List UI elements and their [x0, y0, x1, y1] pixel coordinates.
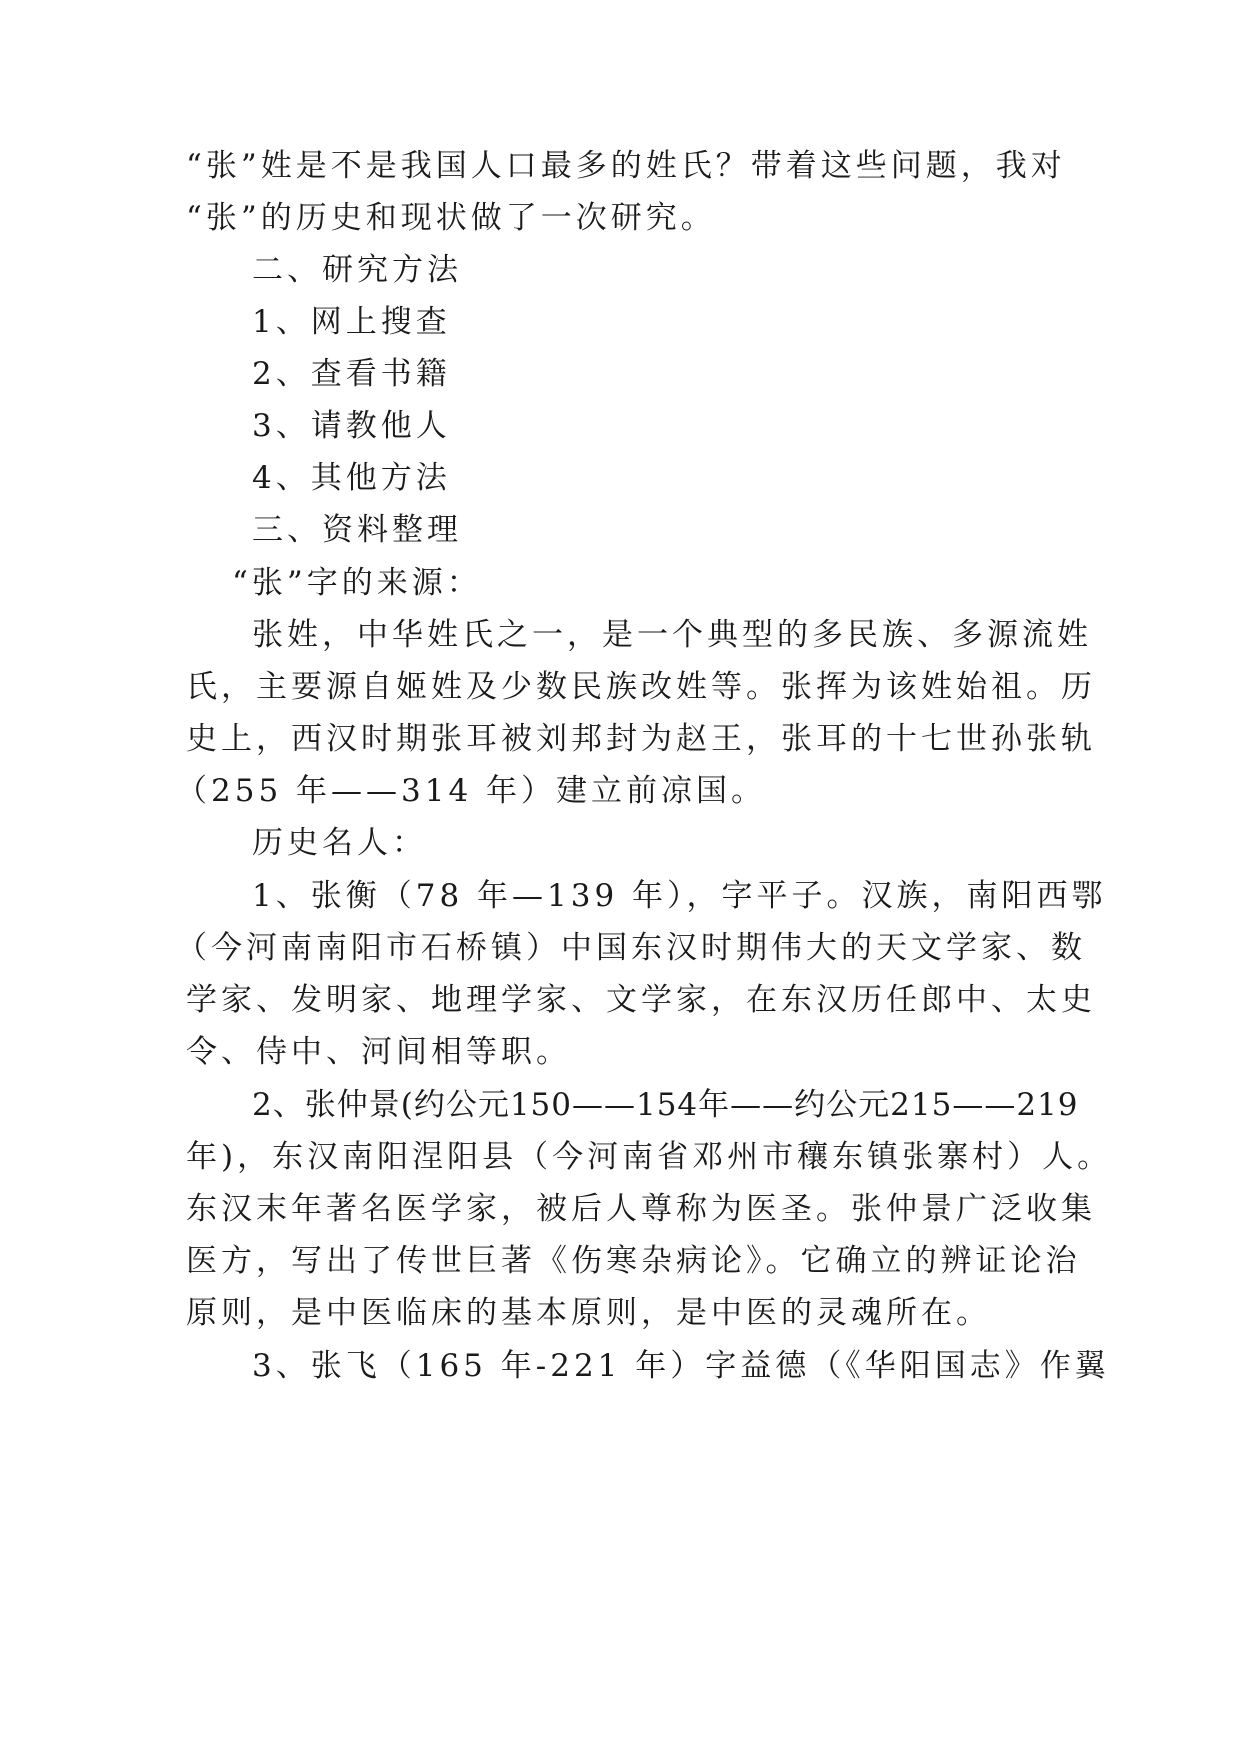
intro-paragraph-line: “张”的历史和现状做了一次研究。 [186, 200, 716, 236]
famous-person-1-line: 令、侍中、河间相等职。 [186, 1034, 571, 1070]
origin-paragraph-line: 史上，西汉时期张耳被刘邦封为赵王，张耳的十七世孙张轨 [186, 721, 1096, 757]
section-heading-data: 三、资料整理 [252, 512, 462, 548]
method-item-3: 3、请教他人 [252, 408, 451, 444]
famous-person-2-line: 原则，是中医临床的基本原则，是中医的灵魂所在。 [186, 1295, 991, 1331]
famous-person-2-line: 东汉末年著名医学家，被后人尊称为医圣。张仲景广泛收集 [186, 1191, 1096, 1227]
origin-paragraph-line: 张姓，中华姓氏之一，是一个典型的多民族、多源流姓 [252, 617, 1092, 653]
method-item-1: 1、网上搜查 [252, 304, 451, 340]
famous-person-2-line: 医方，写出了传世巨著《伤寒杂病论》。它确立的辨证论治 [186, 1243, 1081, 1279]
famous-person-1-line: 1、张衡（78 年—139 年），字平子。汉族，南阳西鄂 [252, 878, 1107, 914]
famous-person-1-line: （今河南南阳市石桥镇）中国东汉时期伟大的天文学家、数 [176, 930, 1086, 966]
method-item-4: 4、其他方法 [252, 460, 451, 496]
section-heading-methods: 二、研究方法 [252, 252, 462, 288]
famous-person-2-line: 2、张仲景(约公元150——154年——约公元215——219 [252, 1087, 1079, 1123]
origin-paragraph-line: （255 年——314 年）建立前凉国。 [176, 773, 767, 809]
famous-person-2-line: 年)，东汉南阳涅阳县（今河南省邓州市穰东镇张寨村）人。 [186, 1139, 1113, 1175]
method-item-2: 2、查看书籍 [252, 356, 451, 392]
subheading-origin: “张”字的来源： [232, 565, 482, 601]
famous-person-3-line: 3、张飞（165 年-221 年）字益德（《华阳国志》作翼 [252, 1348, 1110, 1384]
famous-person-1-line: 学家、发明家、地理学家、文学家，在东汉历任郎中、太史 [186, 982, 1096, 1018]
origin-paragraph-line: 氏，主要源自姬姓及少数民族改姓等。张挥为该姓始祖。历 [186, 669, 1096, 705]
intro-paragraph-line: “张”姓是不是我国人口最多的姓氏？带着这些问题，我对 [186, 148, 1066, 184]
subheading-famous-people: 历史名人： [252, 825, 427, 861]
